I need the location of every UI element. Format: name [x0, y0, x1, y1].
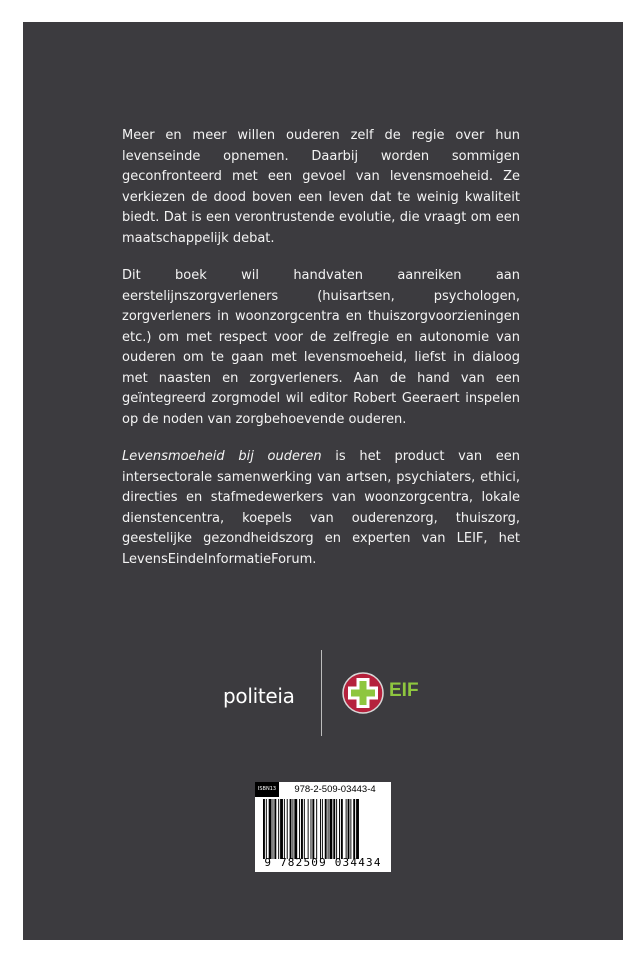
isbn-number: 978-2-509-03443-4	[294, 784, 376, 795]
blurb-paragraph-3-rest: is het product van een intersectorale samenwerking van artsen, psychiaters, ethici, directies en stafmedewerkers van woonzorgcentra, lokale dienstencentra, koepels van ouderenzorg, thuiszorg, geestelijke gezondheidszorg en experten van LEIF, het LevensEindeInformatieForum.	[122, 449, 520, 567]
politeia-logo: politeia	[223, 684, 295, 708]
isbn-prefix-label: ISBN13	[255, 782, 279, 797]
logo-divider	[321, 650, 322, 736]
leif-logo	[341, 671, 431, 715]
publisher-logos	[23, 650, 623, 740]
ean-number: 9 782509 034434	[264, 856, 382, 869]
blurb-paragraph-3	[122, 447, 520, 570]
blurb-paragraph-1: Meer en meer willen ouderen zelf de regie over hun levenseinde opnemen. Daarbij worden sommigen geconfronteerd met een gevoel van levensmoeheid. Ze verkiezen de dood boven een leven dat te weinig kwaliteit biedt. Dat is een verontrustende evolutie, die vraagt om een maatschappelijk debat.	[122, 128, 520, 246]
barcode-bars	[263, 799, 387, 859]
blurb-paragraph-2: Dit boek wil handvaten aanreiken aan eerstelijnszorgverleners (huisartsen, psychologen, zorgverleners in woonzorgcentra en thuiszorgvoorzieningen etc.) om met respect voor de zelfregie en autonomie van ouderen om te gaan met levensmoeheid, liefst in dialoog met naasten en zorgverleners. Aan de hand van een geïntegreerd zorgmodel wil editor Robert Geeraert inspelen op de noden van zorgbehoevende ouderen.	[122, 268, 520, 427]
isbn-row	[255, 782, 391, 797]
isbn-barcode	[255, 782, 391, 872]
book-title-italic: Levensmoeheid bij ouderen	[122, 449, 322, 464]
blurb-text	[122, 126, 520, 587]
leif-cross-icon	[341, 671, 385, 715]
back-cover	[23, 22, 623, 940]
leif-logo-text: EIF	[389, 680, 419, 701]
